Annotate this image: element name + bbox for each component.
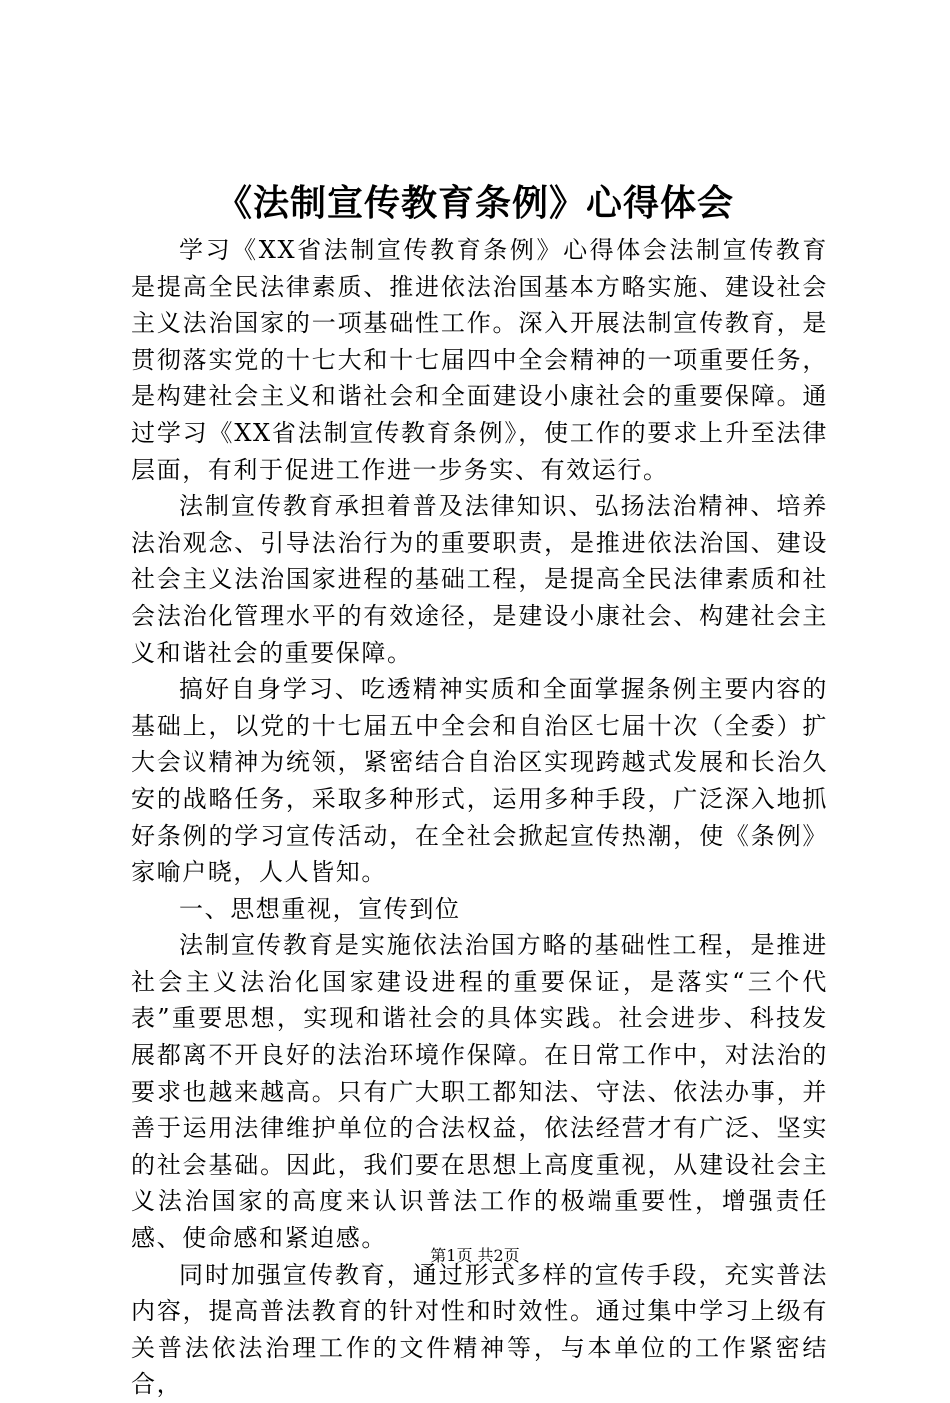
paragraph-intro: 学习《XX省法制宣传教育条例》心得体会法制宣传教育是提高全民法律素质、推进依法治国基本方略实施、建设社会主义法治国家的一项基础性工作。深入开展法制宣传教育，是贯彻落实党的十七大和十七届四中全会精神的一项重要任务，是构建社会主义和谐社会和全面建设小康社会的重要保障。通过学习《XX省法制宣传教育条例》，使工作的要求上升至法律层面，有利于促进工作进一步务实、有效运行。 [131,236,828,484]
paragraph-foundation: 法制宣传教育是实施依法治国方略的基础性工程，是推进社会主义法治化国家建设进程的重要保证，是落实“三个代表”重要思想，实现和谐社会的具体实践。社会进步、科技发展都离不开良好的法治环境作保障。在日常工作中，对法治的要求也越来越高。只有广大职工都知法、守法、依法办事，并善于运用法律维护单位的合法权益，依法经营才有广泛、坚实的社会基础。因此，我们要在思想上高度重视，从建设社会主义法治国家的高度来认识普法工作的极端重要性，增强责任感、使命感和紧迫感。 [131,931,828,1253]
paragraph-duties: 法制宣传教育承担着普及法律知识、弘扬法治精神、培养法治观念、引导法治行为的重要职责，是推进依法治国、建设社会主义法治国家进程的基础工程，是提高全民法律素质和社会法治化管理水平的有效途径，是建设小康社会、构建社会主义和谐社会的重要保障。 [131,492,828,667]
paragraph-study: 搞好自身学习、吃透精神实质和全面掌握条例主要内容的基础上，以党的十七届五中全会和自治区七届十次（全委）扩大会议精神为统领，紧密结合自治区实现跨越式发展和长治久安的战略任务，采取多种形式，运用多种手段，广泛深入地抓好条例的学习宣传活动，在全社会掀起宣传热潮，使《条例》家喻户晓，人人皆知。 [131,675,828,887]
document-title: 《法制宣传教育条例》心得体会 [215,183,734,224]
page-number-footer: 第1页 共2页 [430,1246,520,1265]
paragraph-publicity: 同时加强宣传教育，通过形式多样的宣传手段，充实普法内容，提高普法教育的针对性和时效性。通过集中学习上级有关普法依法治理工作的文件精神等，与本单位的工作紧密结合， [131,1260,828,1399]
document-body [131,232,828,1403]
section-heading-1: 一、思想重视，宣传到位 [179,894,461,923]
